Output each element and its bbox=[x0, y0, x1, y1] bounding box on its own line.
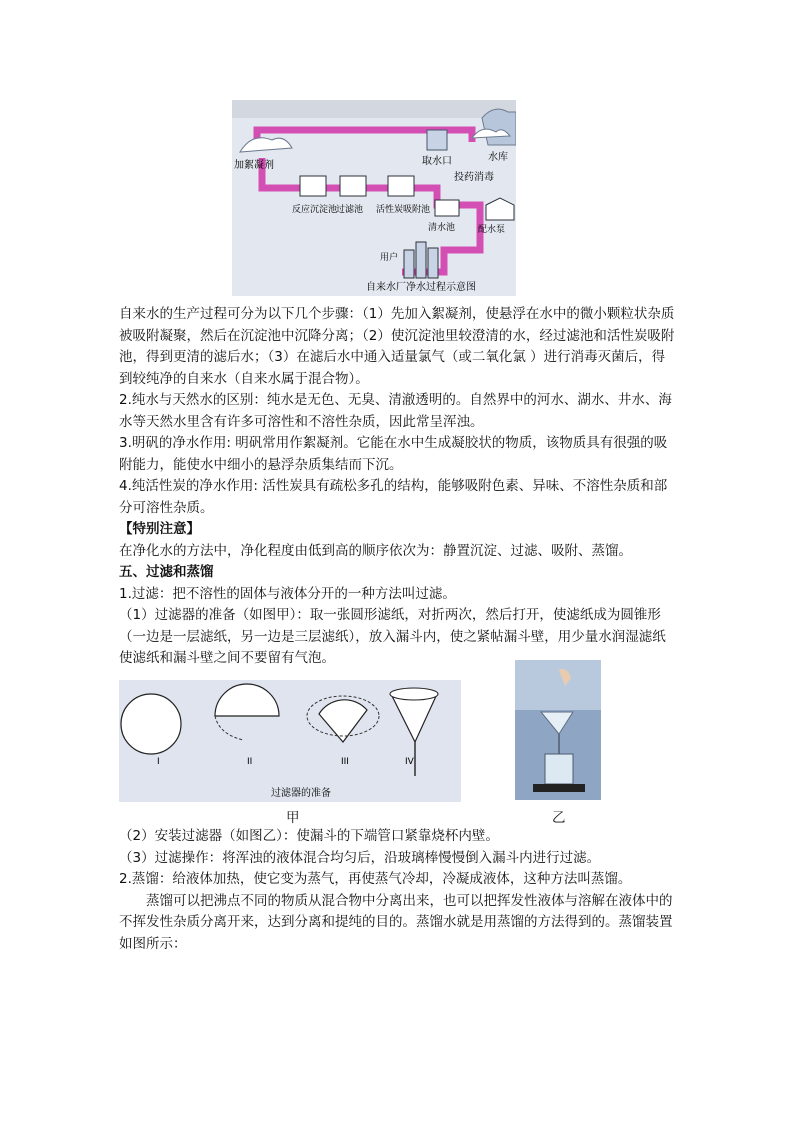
clear-tank-icon bbox=[435, 200, 459, 216]
carbon-tank-icon bbox=[388, 176, 414, 196]
paragraph-pure-water: 2.纯水与天然水的区别：纯水是无色、无臭、清澈透明的。自然界中的河水、湖水、井水、海水等天然水里含有许多可溶性和不溶性杂质，因此常呈浑浊。 bbox=[119, 392, 672, 430]
photo-sky bbox=[515, 660, 601, 710]
label-reservoir: 水库 bbox=[488, 152, 508, 163]
intake-box-icon bbox=[427, 130, 447, 150]
filter-tank-icon bbox=[340, 176, 366, 196]
filter-preparation-figure bbox=[119, 680, 461, 802]
paragraph-production: 自来水的生产过程可分为以下几个步骤：（1）先加入絮凝剂，使悬浮在水中的微小颗粒状杂质被吸附凝聚，然后在沉淀池中沉降分离；（2）使沉淀池里较澄清的水，经过滤池和活性炭吸附池，得到更清的滤后水；（3）在滤后水中通入适量氯气（或二氧化氯 ）进行消毒灭菌后，得到较纯净的自来水（自来水属于混合物）。 bbox=[119, 306, 675, 387]
label-yi: 乙 bbox=[552, 810, 566, 826]
filtration-photo bbox=[515, 660, 601, 800]
round-filter-paper-icon bbox=[121, 694, 181, 754]
special-text: 在净化水的方法中，净化程度由低到高的顺序依次为：静置沉淀、过滤、吸附、蒸馏。 bbox=[119, 542, 632, 559]
filtration-preparation: （1）过滤器的准备（如图甲）：取一张圆形滤纸，对折两次，然后打开，使滤纸成为圆锥形（一边是一层滤纸，另一边是三层滤纸），放入漏斗内，使之紧帖漏斗壁，用少量水润湿滤纸使滤纸和漏斗壁之间不要留有气泡。 bbox=[119, 607, 666, 666]
label-pump: 配水泵 bbox=[478, 225, 506, 235]
filter-operation-text: （3）过滤操作：将浑浊的液体混合均匀后，沿玻璃棒慢慢倒入漏斗内进行过滤。 bbox=[119, 849, 601, 866]
diagram-caption: 自来水厂净水过程示意图 bbox=[366, 282, 476, 293]
stand-base-icon bbox=[533, 784, 585, 792]
label-sediment: 反应沉淀池 bbox=[292, 205, 338, 215]
beaker-icon bbox=[545, 754, 573, 784]
diagram-top-strip bbox=[232, 100, 516, 118]
distillation-text bbox=[119, 826, 675, 955]
label-coagulant: 加絮凝剂 bbox=[234, 160, 274, 171]
water-plant-diagram bbox=[232, 100, 516, 296]
sediment-tank-icon bbox=[300, 176, 326, 196]
user-building-icon bbox=[404, 250, 414, 278]
user-building-icon bbox=[428, 248, 438, 278]
label-user: 用户 bbox=[380, 253, 399, 263]
step-label-4: IV bbox=[405, 757, 414, 767]
label-jia: 甲 bbox=[286, 810, 300, 826]
step-label-1: I bbox=[157, 757, 160, 767]
install-filter-text: （2）安装过滤器（如图乙）：使漏斗的下端管口紧靠烧杯内壁。 bbox=[119, 828, 499, 844]
distillation-definition: 2.蒸馏：给液体加热，使它变为蒸气，再使蒸气冷却，冷凝成液体，这种方法叫蒸馏。 bbox=[119, 871, 632, 887]
paragraph-carbon: 4.纯活性炭的净水作用: 活性炭具有疏松多孔的结构，能够吸附色素、异味、不溶性杂质和部分可溶性杂质。 bbox=[119, 478, 668, 516]
filter-figure-caption: 过滤器的准备 bbox=[271, 788, 331, 799]
user-building-icon bbox=[416, 242, 426, 278]
paragraph-alum: 3.明矾的净水作用: 明矾常用作絮凝剂。它能在水中生成凝胶状的物质，该物质具有很强的吸附能力，能使水中细小的悬浮杂质集结而下沉。 bbox=[119, 435, 668, 473]
section-heading: 五、过滤和蒸馏 bbox=[119, 564, 214, 580]
step-label-3: III bbox=[341, 757, 349, 767]
intro-text bbox=[119, 304, 675, 670]
reservoir-icon bbox=[482, 109, 516, 145]
special-heading: 【特别注意】 bbox=[119, 521, 200, 537]
distillation-paragraph: 蒸馏可以把沸点不同的物质从混合物中分离出来，也可以把挥发性液体与溶解在液体中的不挥发性杂质分离开来，达到分离和提纯的目的。蒸馏水就是用蒸馏的方法得到的。蒸馏装置如图所示： bbox=[119, 892, 673, 952]
label-filter: 过滤池 bbox=[336, 205, 364, 215]
label-clear: 清水池 bbox=[428, 223, 456, 233]
step-label-2: II bbox=[247, 757, 253, 767]
label-carbon: 活性炭吸附池 bbox=[376, 205, 431, 215]
label-intake: 取水口 bbox=[422, 156, 452, 167]
label-disinfect: 投药消毒 bbox=[454, 172, 494, 183]
funnel-rim-icon bbox=[390, 688, 438, 700]
filtration-definition: 1.过滤：把不溶性的固体与液体分开的一种方法叫过滤。 bbox=[119, 585, 456, 602]
